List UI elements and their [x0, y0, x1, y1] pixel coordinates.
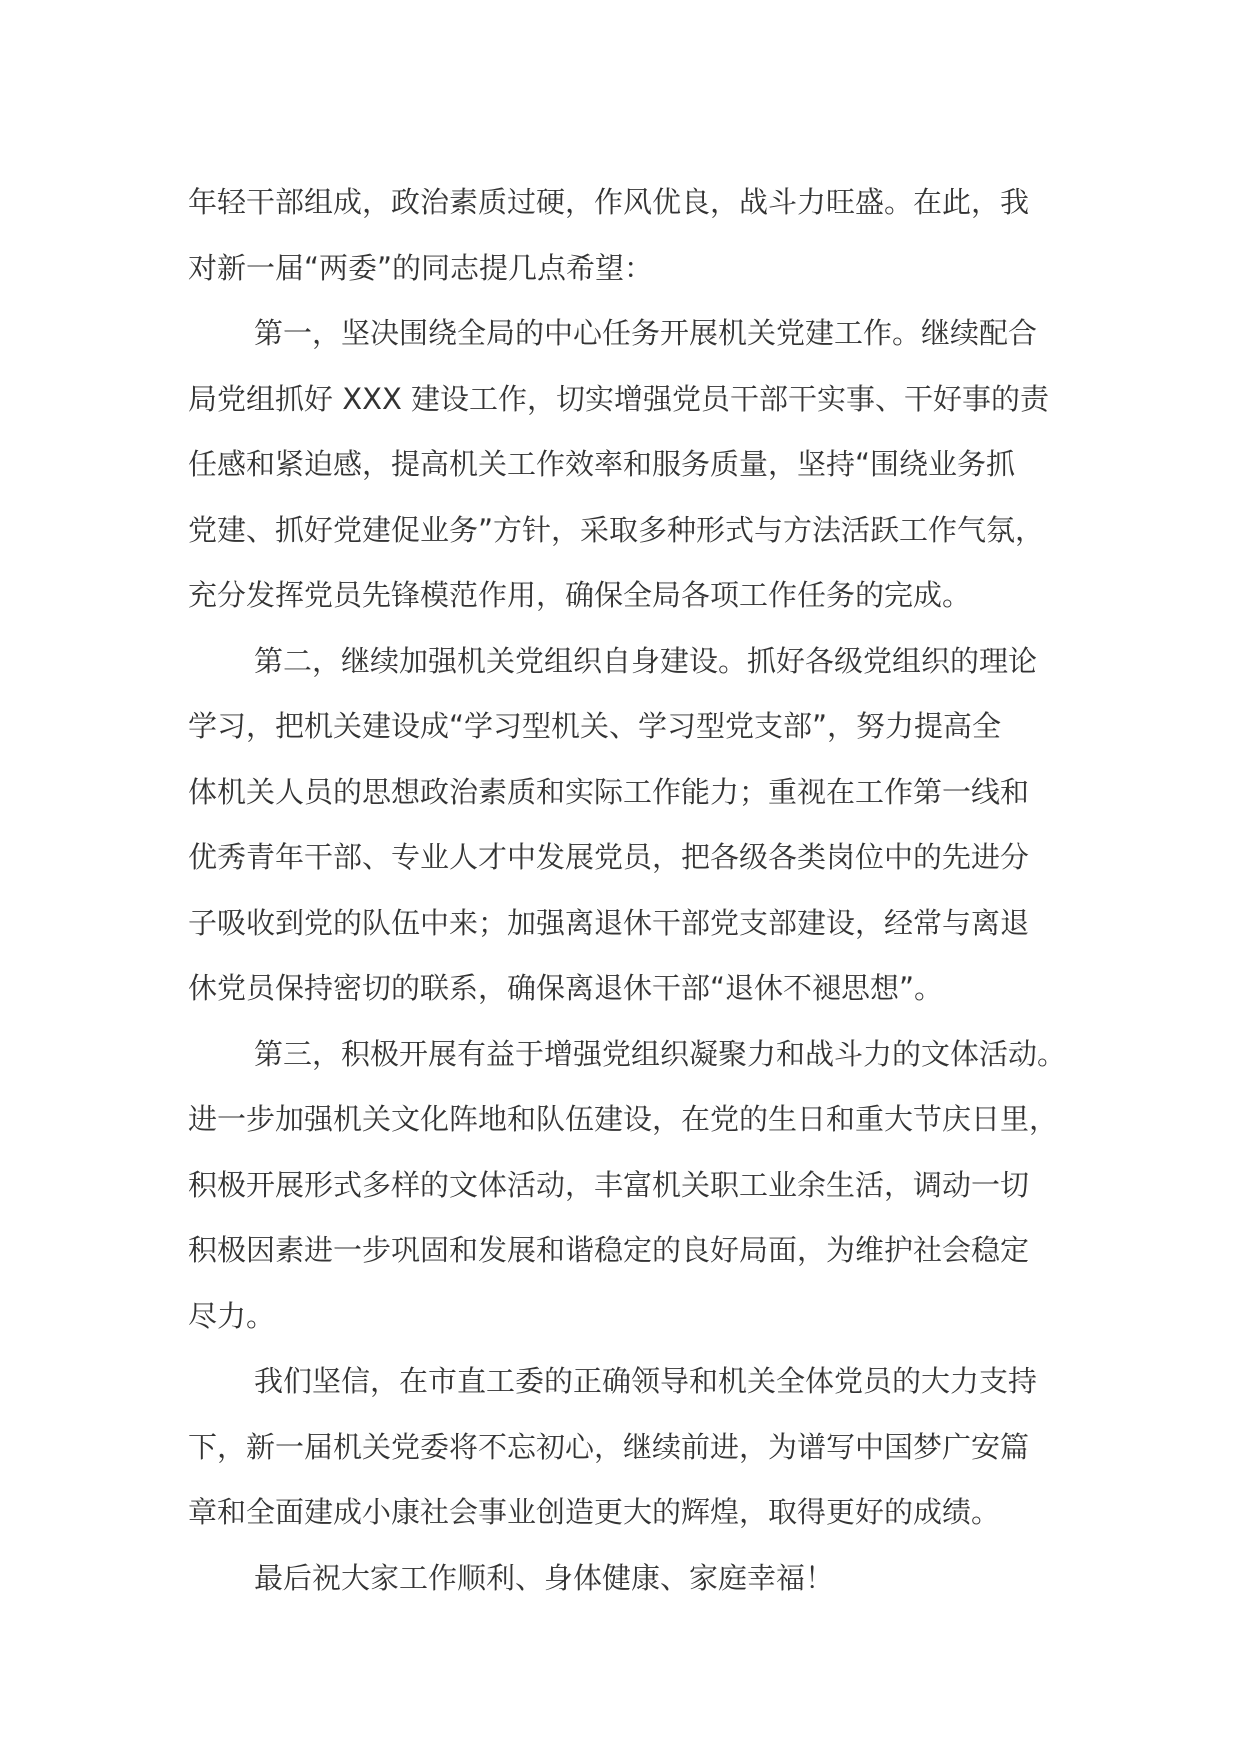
- text-line: 章和全面建成小康社会事业创造更大的辉煌，取得更好的成绩。: [188, 1495, 1001, 1529]
- paragraph-second-point: [188, 629, 1088, 1022]
- text-line: 积极开展形式多样的文体活动，丰富机关职工业余生活，调动一切: [188, 1167, 1030, 1202]
- text-line: 党建、抓好党建促业务”方针，采取多种形式与方法活跃工作气氛，: [188, 512, 1045, 547]
- text-line: 下，新一届机关党委将不忘初心，继续前进，为谱写中国梦广安篇: [188, 1429, 1030, 1464]
- text-line: 休党员保持密切的联系，确保离退休干部“退休不褪思想”。: [188, 971, 944, 1005]
- text-line: 第一，坚决围绕全局的中心任务开展机关党建工作。继续配合: [254, 316, 1038, 350]
- paragraph-intro-continuation: [188, 170, 1088, 301]
- text-line: 积极因素进一步巩固和发展和谐稳定的良好局面，为维护社会稳定: [188, 1233, 1030, 1267]
- text-line: 进一步加强机关文化阵地和队伍建设，在党的生日和重大节庆日里，: [188, 1102, 1059, 1136]
- paragraph-first-point: [188, 301, 1088, 629]
- paragraph-third-point: [188, 1022, 1088, 1350]
- text-line: 对新一届“两委”的同志提几点希望：: [188, 250, 654, 285]
- text-line: 学习，把机关建设成“学习型机关、学习型党支部”，努力提高全: [188, 709, 1002, 743]
- text-line: 局党组抓好 XXX 建设工作，切实增强党员干部干实事、干好事的责: [188, 381, 1050, 416]
- text-line: 体机关人员的思想政治素质和实际工作能力；重视在工作第一线和: [188, 774, 1030, 809]
- text-line: 充分发挥党员先锋模范作用，确保全局各项工作任务的完成。: [188, 578, 972, 612]
- text-line: 第三，积极开展有益于增强党组织凝聚力和战斗力的文体活动。: [254, 1036, 1067, 1071]
- document-body: [188, 170, 1088, 1611]
- text-line: 最后祝大家工作顺利、身体健康、家庭幸福！: [254, 1560, 835, 1595]
- text-line: 子吸收到党的队伍中来；加强离退休干部党支部建设，经常与离退: [188, 905, 1030, 940]
- text-line: 年轻干部组成，政治素质过硬，作风优良，战斗力旺盛。在此，我: [188, 185, 1030, 219]
- text-line: 我们坚信，在市直工委的正确领导和机关全体党员的大力支持: [254, 1364, 1038, 1398]
- text-line: 第二，继续加强机关党组织自身建设。抓好各级党组织的理论: [254, 643, 1038, 678]
- text-line: 优秀青年干部、专业人才中发展党员，把各级各类岗位中的先进分: [188, 840, 1030, 874]
- paragraph-conclusion: [188, 1349, 1088, 1546]
- text-line: 任感和紧迫感，提高机关工作效率和服务质量，坚持“围绕业务抓: [188, 447, 1016, 481]
- paragraph-closing-wishes: [188, 1546, 1088, 1612]
- text-line: 尽力。: [188, 1298, 276, 1333]
